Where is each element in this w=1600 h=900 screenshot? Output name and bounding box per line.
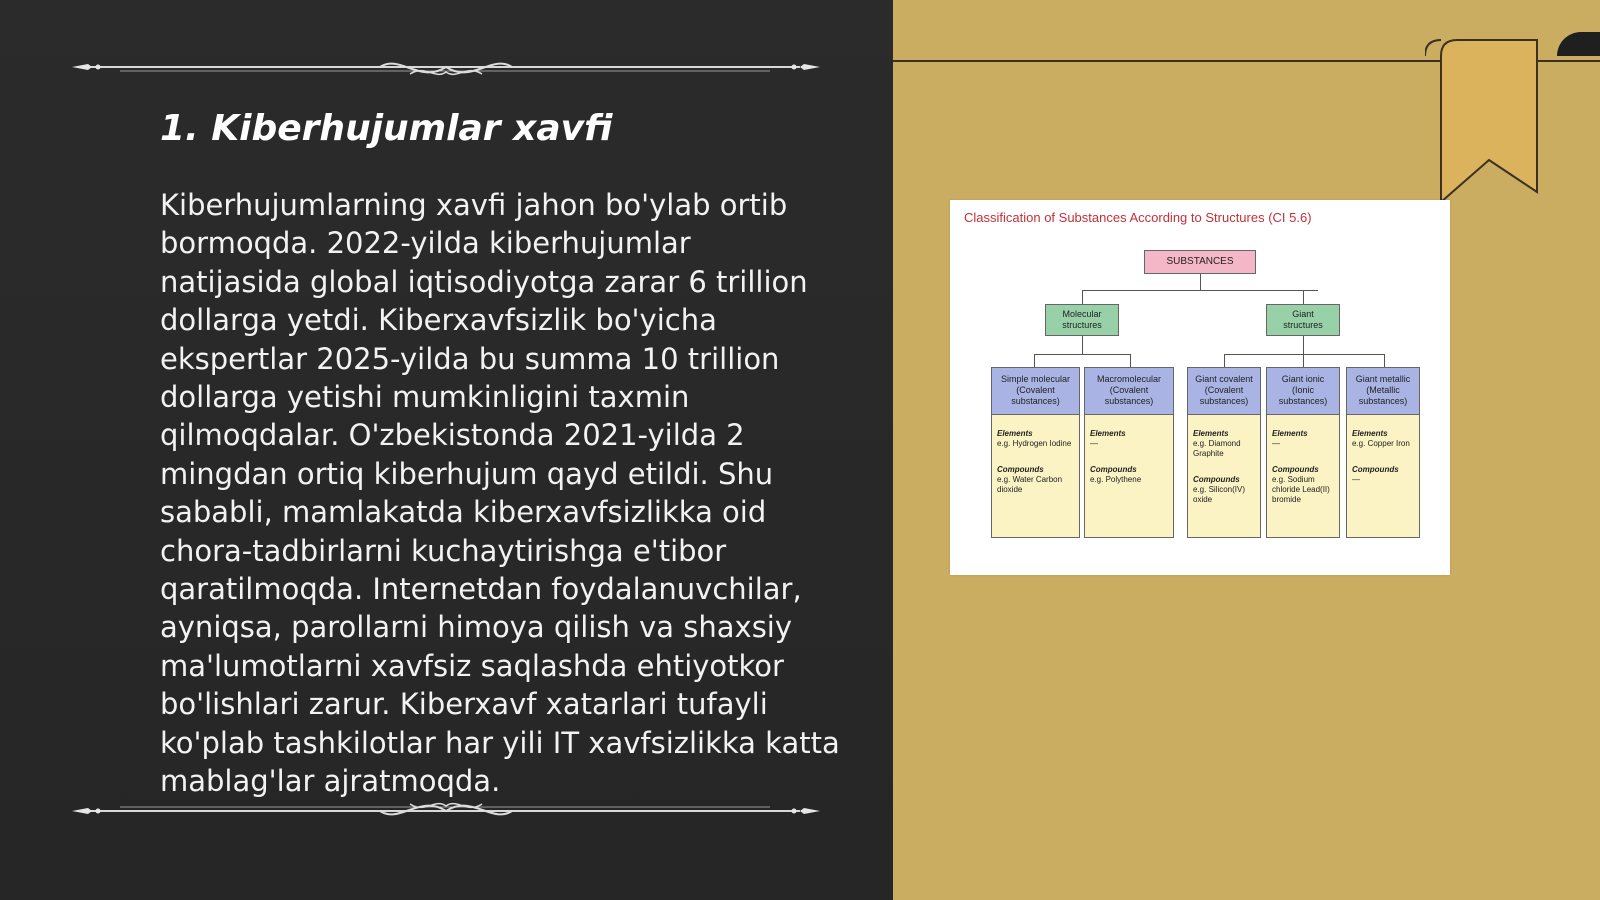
compounds-label: Compounds xyxy=(997,465,1044,474)
category-sub: (Ionic substances) xyxy=(1278,385,1328,406)
elements-value: e.g. Hydrogen Iodine xyxy=(997,439,1072,448)
node-label: Molecular xyxy=(1062,309,1102,319)
compounds-value: e.g. Silicon(IV) oxide xyxy=(1193,485,1246,504)
bookmark-ribbon-icon xyxy=(1425,32,1600,202)
category-sub: (Covalent substances) xyxy=(1199,385,1249,406)
node-molecular-structures xyxy=(1045,304,1119,336)
ornamental-frame-bottom-icon xyxy=(70,798,822,824)
category-name: Simple molecular xyxy=(1000,374,1071,384)
category-giant-metallic xyxy=(1346,367,1420,415)
classification-diagram xyxy=(950,200,1450,575)
compounds-label: Compounds xyxy=(1090,465,1137,474)
category-sub: (Covalent substances) xyxy=(1104,385,1154,406)
elements-label: Elements xyxy=(1272,429,1308,438)
node-substances: SUBSTANCES xyxy=(1144,250,1256,274)
category-examples xyxy=(1266,414,1340,538)
category-macromolecular xyxy=(1084,367,1174,415)
compounds-label: Compounds xyxy=(1272,465,1319,474)
category-name: Giant ionic xyxy=(1281,374,1325,384)
category-giant-ionic xyxy=(1266,367,1340,415)
elements-label: Elements xyxy=(997,429,1033,438)
node-label: structures xyxy=(1283,320,1323,330)
ornamental-frame-top-icon xyxy=(70,54,822,80)
elements-value: — xyxy=(1272,439,1280,448)
diagram-title: Classification of Substances According to Structures (CI 5.6) xyxy=(964,210,1312,225)
elements-value: — xyxy=(1090,439,1098,448)
node-giant-structures xyxy=(1266,304,1340,336)
compounds-label: Compounds xyxy=(1193,475,1240,484)
category-name: Giant metallic xyxy=(1355,374,1411,384)
category-sub: (Metallic substances) xyxy=(1358,385,1408,406)
category-simple-molecular xyxy=(991,367,1080,415)
category-sub: (Covalent substances) xyxy=(1011,385,1060,406)
elements-label: Elements xyxy=(1090,429,1126,438)
category-examples xyxy=(1346,414,1420,538)
category-name: Giant covalent xyxy=(1195,374,1253,384)
compounds-label: Compounds xyxy=(1352,465,1399,474)
slide-title: 1. Kiberhujumlar xavfi xyxy=(160,108,613,149)
category-giant-covalent xyxy=(1187,367,1261,415)
compounds-value: — xyxy=(1352,475,1360,484)
node-label: structures xyxy=(1062,320,1102,330)
elements-value: e.g. Copper Iron xyxy=(1352,439,1410,448)
elements-label: Elements xyxy=(1193,429,1229,438)
node-label: Giant xyxy=(1292,309,1314,319)
compounds-value: e.g. Polythene xyxy=(1090,475,1142,484)
elements-value: e.g. Diamond Graphite xyxy=(1193,439,1241,458)
category-examples xyxy=(1187,414,1261,538)
elements-label: Elements xyxy=(1352,429,1388,438)
category-name: Macromolecular xyxy=(1096,374,1162,384)
slide-body-text: Kiberhujumlarning xavfi jahon bo'ylab ortib bormoqda. 2022-yilda kiberhujumlar natijasida global iqtisodiyotga zarar 6 trillion dollarga yetdi. Kiberxavfsizlik bo'yicha ekspertlar 2025-yilda bu summa 10 trillion dollarga yetishi mumkinligini taxmin qilmoqdalar. O'zbekistonda 2021-yilda 2 mingdan ortiq kiberhujum qayd etildi. Shu sababli, mamlakatda kiberxavfsizlikka oid chora-tadbirlarni kuchaytirishga e'tibor qaratilmoqda. Internetdan foydalanuvchilar, ayniqsa, parollarni himoya qilish va shaxsiy ma'lumotlarni xavfsiz saqlashda ehtiyotkor bo'lishlari zarur. Kiberxavf xatarlari tufayli ko'plab tashkilotlar har yili IT xavfsizlikka katta mablag'lar ajratmoqda. xyxy=(160,188,840,799)
compounds-value: e.g. Sodium chloride Lead(II) bromide xyxy=(1272,475,1330,504)
category-examples xyxy=(991,414,1080,538)
compounds-value: e.g. Water Carbon dioxide xyxy=(997,475,1063,494)
category-examples xyxy=(1084,414,1174,538)
